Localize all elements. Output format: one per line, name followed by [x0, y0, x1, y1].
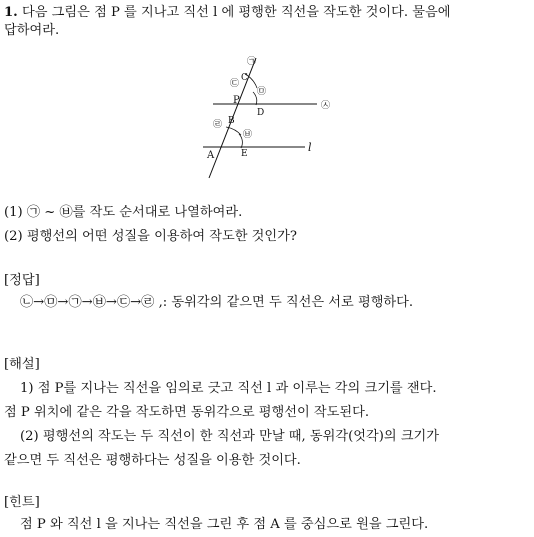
arc-e — [239, 134, 242, 148]
answer-text: ㉡→㉤→㉠→㉥→㉢→㉣ ,: 동위각의 같으면 두 직선은 서로 평행하다. — [20, 295, 414, 310]
label-e: E — [241, 149, 248, 159]
label-l: l — [308, 141, 312, 154]
label-p: P — [233, 95, 240, 106]
label-d: D — [257, 108, 265, 118]
label-a: A — [207, 150, 215, 161]
hint-text: 점 P 와 직선 l 을 지나는 직선을 그린 후 점 A 를 중심으로 원을 그린다. — [20, 517, 429, 532]
problem-line-1 — [4, 4, 450, 22]
label-b: B — [228, 116, 235, 126]
problem-number: 1. — [4, 5, 18, 20]
construction-figure — [195, 52, 345, 182]
explanation-line-1: 1) 점 P를 지나는 직선을 임의로 긋고 직선 l 과 이루는 각의 크기를 잰다. — [20, 381, 437, 396]
label-circ4: ㉣ — [213, 120, 223, 130]
question-1: (1) ㉠ ~ ㉥를 작도 순서대로 나열하여라. — [4, 205, 243, 220]
question-2: (2) 평행선의 어떤 성질을 이용하여 작도한 것인가? — [4, 229, 297, 244]
explanation-line-4: 같으면 두 직선은 평행하다는 성질을 이용한 것이다. — [4, 453, 301, 468]
label-c: C — [241, 73, 248, 83]
explanation-line-2: 점 P 위치에 같은 각을 작도하면 동위각으로 평행선이 작도된다. — [4, 405, 370, 420]
label-circ5: ㉤ — [257, 87, 267, 97]
label-circ3: ㉢ — [230, 79, 240, 89]
answer-heading: [정답] — [4, 273, 40, 288]
problem-text: 다음 그림은 점 P 를 지나고 직선 l 에 평행한 직선을 작도한 것이다. 물음에 — [21, 5, 451, 20]
label-circ1: ㉠ — [247, 57, 257, 67]
hint-heading: [힌트] — [4, 495, 40, 510]
label-circ6: ㉥ — [243, 130, 253, 140]
problem-line-2: 답하여라. — [4, 23, 60, 38]
explanation-heading: [해설] — [4, 357, 40, 372]
label-circ7: ㉦ — [321, 101, 331, 111]
explanation-line-3: (2) 평행선의 작도는 두 직선이 한 직선과 만날 때, 동위각(엇각)의 크기가 — [20, 429, 440, 444]
